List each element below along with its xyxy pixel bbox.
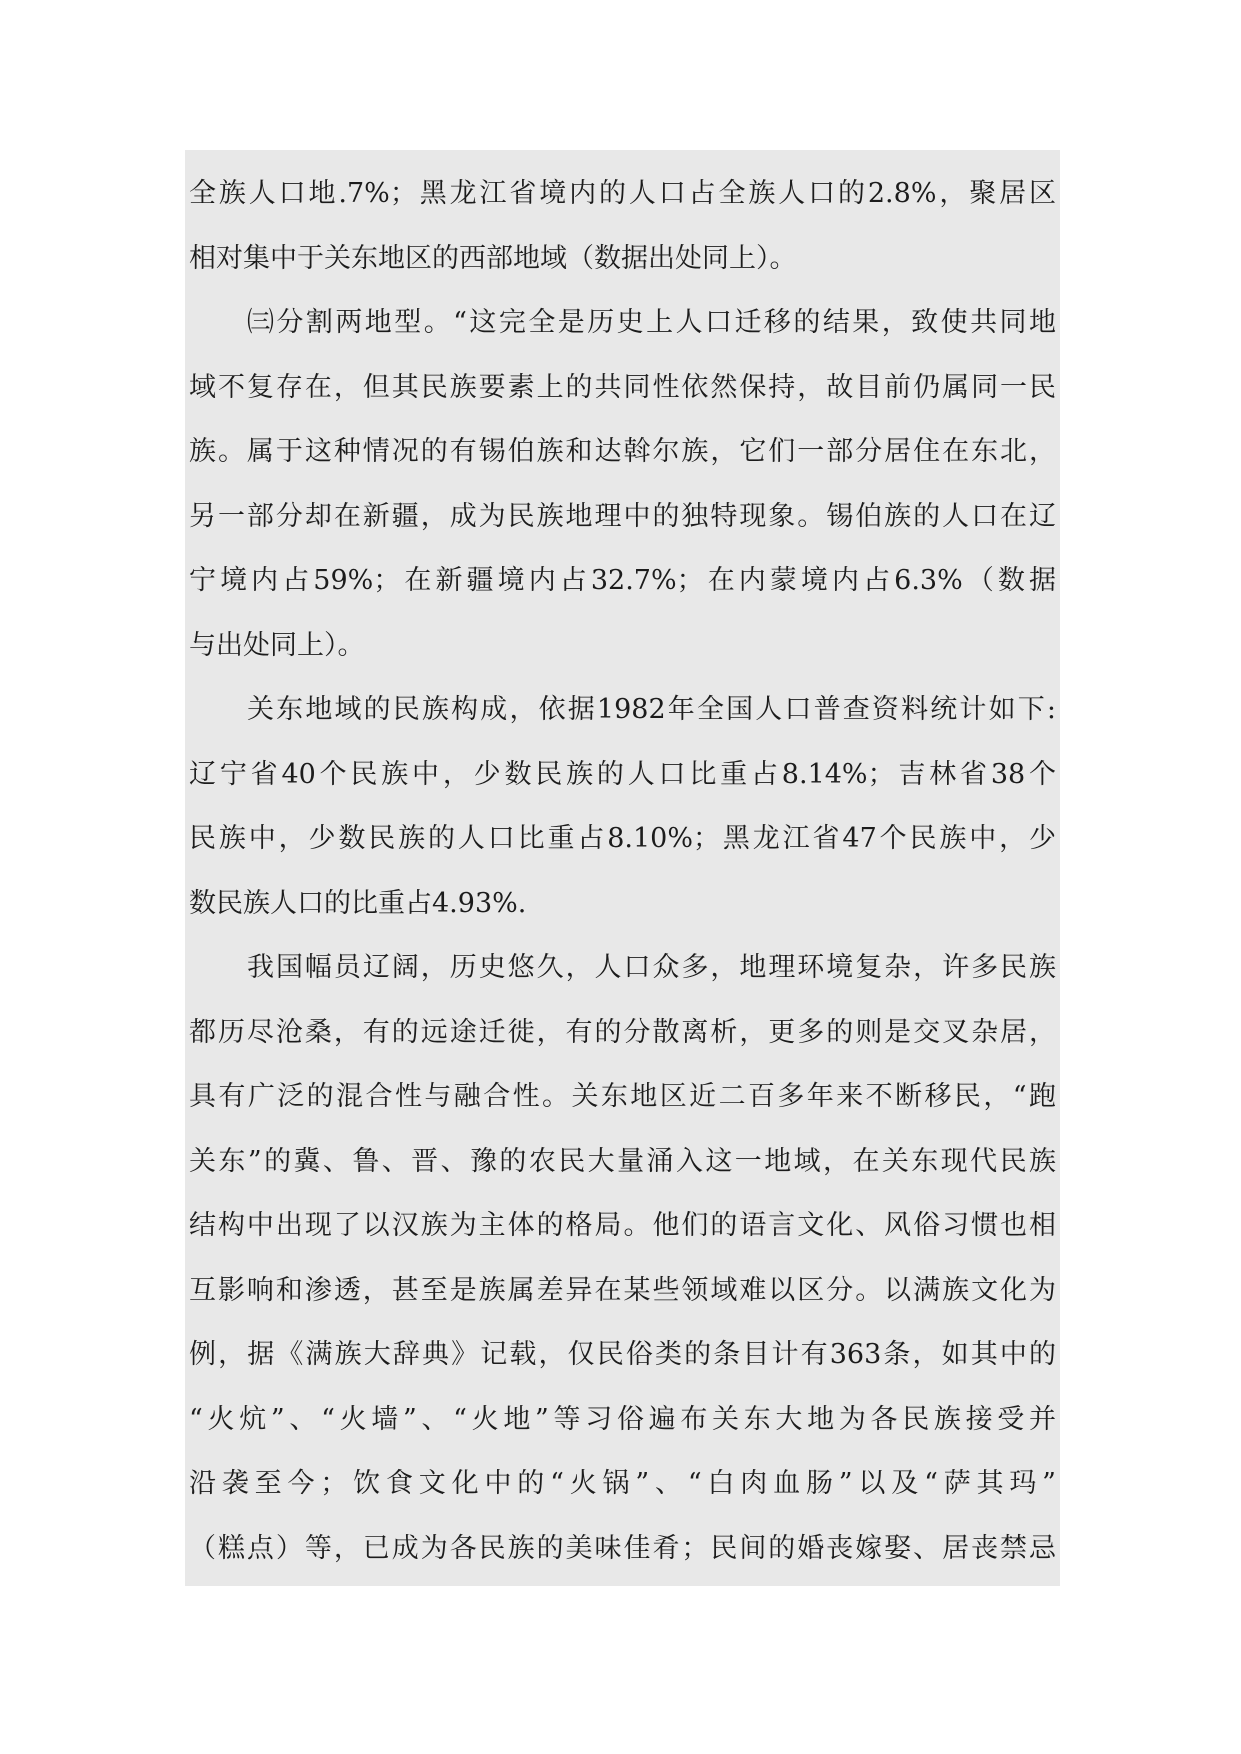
- text-line: 相对集中于关东地区的西部地域（数据出处同上）。: [189, 242, 797, 274]
- text-line: 互影响和渗透，甚至是族属差异在某些领域难以区分。以满族文化为: [189, 1274, 1056, 1306]
- paragraph-2: [189, 291, 1056, 678]
- text-line: 我国幅员辽阔，历史悠久，人口众多，地理环境复杂，许多民族: [247, 952, 1056, 983]
- paragraph-1: [189, 162, 1056, 291]
- text-line: 沿袭至今；饮食文化中的“火锅”、“白肉血肠”以及“萨其玛”: [189, 1468, 1056, 1499]
- paragraph-3: [189, 678, 1056, 936]
- text-line: （糕点）等，已成为各民族的美味佳肴；民间的婚丧嫁娶、居丧禁忌: [189, 1532, 1056, 1564]
- text-line: 例，据《满族大辞典》记载，仅民俗类的条目计有363条，如其中的: [189, 1339, 1056, 1370]
- text-line: 与出处同上）。: [189, 629, 365, 661]
- text-line: 具有广泛的混合性与融合性。关东地区近二百多年来不断移民，“跑: [189, 1081, 1056, 1112]
- text-line: 族。属于这种情况的有锡伯族和达斡尔族，它们一部分居住在东北，: [189, 436, 1056, 467]
- text-line: 都历尽沧桑，有的远途迁徙，有的分散离析，更多的则是交叉杂居，: [189, 1016, 1056, 1048]
- text-line: ㈢分割两地型。“这完全是历史上人口迁移的结果，致使共同地: [247, 307, 1056, 338]
- document-text-block: [185, 150, 1060, 1586]
- paragraph-4: [189, 936, 1056, 1581]
- text-line: “火炕”、“火墙”、“火地”等习俗遍布关东大地为各民族接受并: [189, 1403, 1056, 1435]
- text-line: 辽宁省40个民族中，少数民族的人口比重占8.14%；吉林省38个: [189, 758, 1056, 790]
- text-line: 另一部分却在新疆，成为民族地理中的独特现象。锡伯族的人口在辽: [189, 500, 1056, 532]
- text-line: 关东”的冀、鲁、晋、豫的农民大量涌入这一地域，在关东现代民族: [189, 1145, 1056, 1177]
- text-line: 域不复存在，但其民族要素上的共同性依然保持，故目前仍属同一民: [189, 371, 1056, 403]
- text-line: 民族中，少数民族的人口比重占8.10%；黑龙江省47个民族中，少: [189, 823, 1056, 854]
- text-line: 全族人口地.7%；黑龙江省境内的人口占全族人口的2.8%，聚居区: [189, 178, 1056, 209]
- text-line: 数民族人口的比重占4.93%.: [189, 887, 527, 919]
- text-line: 关东地域的民族构成，依据1982年全国人口普查资料统计如下:: [247, 694, 1056, 725]
- text-line: 宁境内占59%；在新疆境内占32.7%；在内蒙境内占6.3%（数据: [189, 565, 1056, 596]
- text-line: 结构中出现了以汉族为主体的格局。他们的语言文化、风俗习惯也相: [189, 1210, 1056, 1241]
